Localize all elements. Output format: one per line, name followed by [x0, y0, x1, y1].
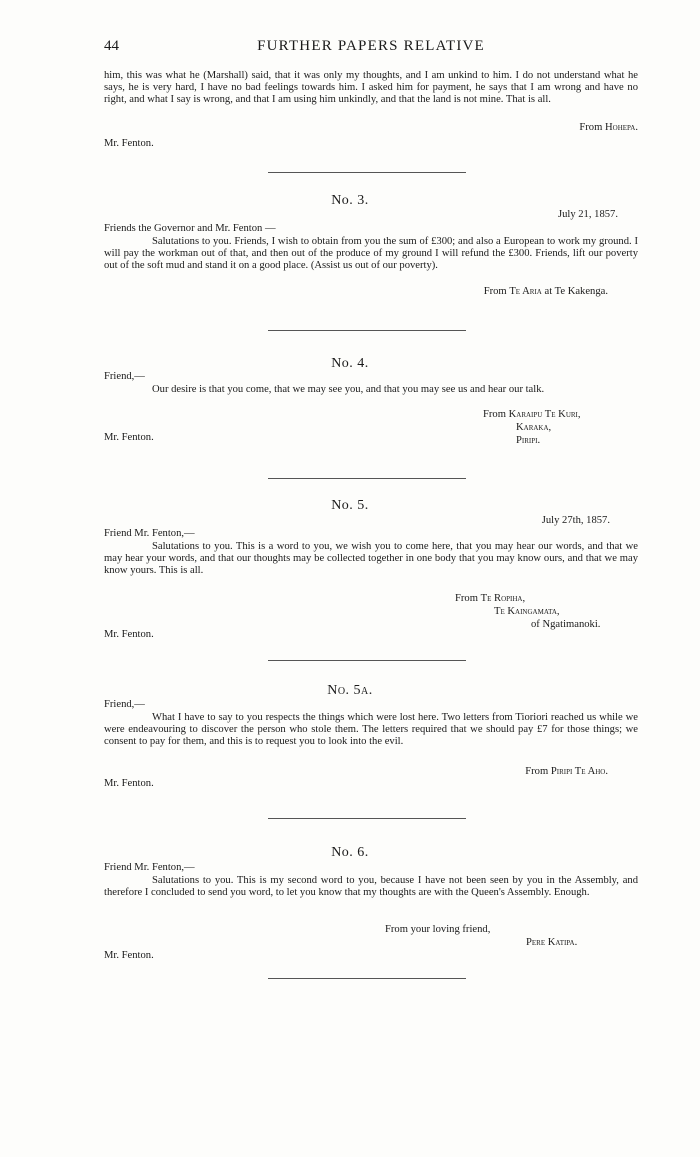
signature: From Piripi Te Aho. — [525, 766, 608, 777]
signatory: Piripi Te Aho. — [550, 766, 608, 777]
signatory-place: of Ngatimanoki. — [531, 619, 601, 630]
signatory: Hohepa. — [605, 122, 638, 133]
letter-date: July 21, 1857. — [557, 209, 618, 220]
continuation-signature: From Hohepa. — [579, 122, 638, 133]
signature: From Te Aria at Te Kakenga. — [483, 286, 608, 297]
letter-body: Salutations to you. Friends, I wish to obtain from you the sum of £300; and also a European to work my ground. I will pay the workman out of that, and then out of the produce of my ground I will refund the £300. Friends, lift our poverty out of the soft mud and stand it on a good place. (Assist us out of our poverty). — [104, 236, 638, 272]
signatory: Te Ropiha, — [480, 593, 526, 604]
signatory: Karaka, — [516, 422, 552, 433]
signatory: Pere Katipa. — [526, 937, 578, 948]
continuation-body: him, this was what he (Marshall) said, that it was only my thoughts, and I am unkind to him. I do not understand what he says, he is very hard, I have no bad feelings towards him. I asked him for payment, he says that I am wrong and have no right, and what I say is wrong, and that I am using him unkindly, and that the land is not mine. That is all. — [104, 70, 638, 106]
section-divider — [268, 978, 466, 979]
closing: From your loving friend, — [385, 924, 491, 935]
addressee: Mr. Fenton. — [104, 432, 154, 443]
signatory: Te Kaingamata, — [494, 606, 560, 617]
salutation: Friends the Governor and Mr. Fenton — — [104, 223, 276, 234]
letter-date: July 27th, 1857. — [541, 515, 610, 526]
addressee: Mr. Fenton. — [104, 950, 154, 961]
signatory: Piripi. — [516, 435, 541, 446]
salutation: Friend,— — [104, 371, 145, 382]
section-divider — [268, 818, 466, 819]
signature: From Te Ropiha, — [455, 593, 526, 604]
page-number: 44 — [104, 38, 119, 54]
page-header — [104, 38, 638, 58]
letter-number: No. 3. — [331, 193, 369, 208]
letter-number: No. 6. — [331, 845, 369, 860]
addressee: Mr. Fenton. — [104, 629, 154, 640]
signature: From Karaipu Te Kuri, — [483, 409, 581, 420]
section-divider — [268, 172, 466, 173]
salutation: Friend Mr. Fenton,— — [104, 528, 195, 539]
section-divider — [268, 660, 466, 661]
addressee: Mr. Fenton. — [104, 778, 154, 789]
signatory: Karaipu Te Kuri, — [508, 409, 581, 420]
addressee: Mr. Fenton. — [104, 138, 154, 149]
letter-number: No. 5a. — [327, 683, 373, 698]
letter-body: Our desire is that you come, that we may see you, and that you may see us and hear our talk. — [152, 384, 545, 395]
running-head: FURTHER PAPERS RELATIVE — [257, 38, 485, 54]
section-divider — [268, 478, 466, 479]
section-divider — [268, 330, 466, 331]
salutation: Friend Mr. Fenton,— — [104, 862, 195, 873]
letter-number: No. 4. — [331, 356, 369, 371]
letter-number: No. 5. — [331, 498, 369, 513]
letter-body: Salutations to you. This is a word to you, we wish you to come here, that you may hear our words, and that we may hear your words, and that our thoughts may be collected together in one body that you may know ours, and that we may know yours. This is all. — [104, 541, 638, 577]
salutation: Friend,— — [104, 699, 145, 710]
signatory: Te Aria — [509, 286, 542, 297]
letter-body: What I have to say to you respects the things which were lost here. Two letters from Tioriori reached us while we were endeavouring to discover the person who stole them. The letters required that we should pay £7 for those things; we consent to pay for them, and this is to request you to look into the evil. — [104, 712, 638, 748]
letter-body: Salutations to you. This is my second word to you, because I have not been seen by you in the Assembly, and therefore I concluded to send you word, to let you know that my thoughts are with the Queen's Assembly. Enough. — [104, 875, 638, 899]
